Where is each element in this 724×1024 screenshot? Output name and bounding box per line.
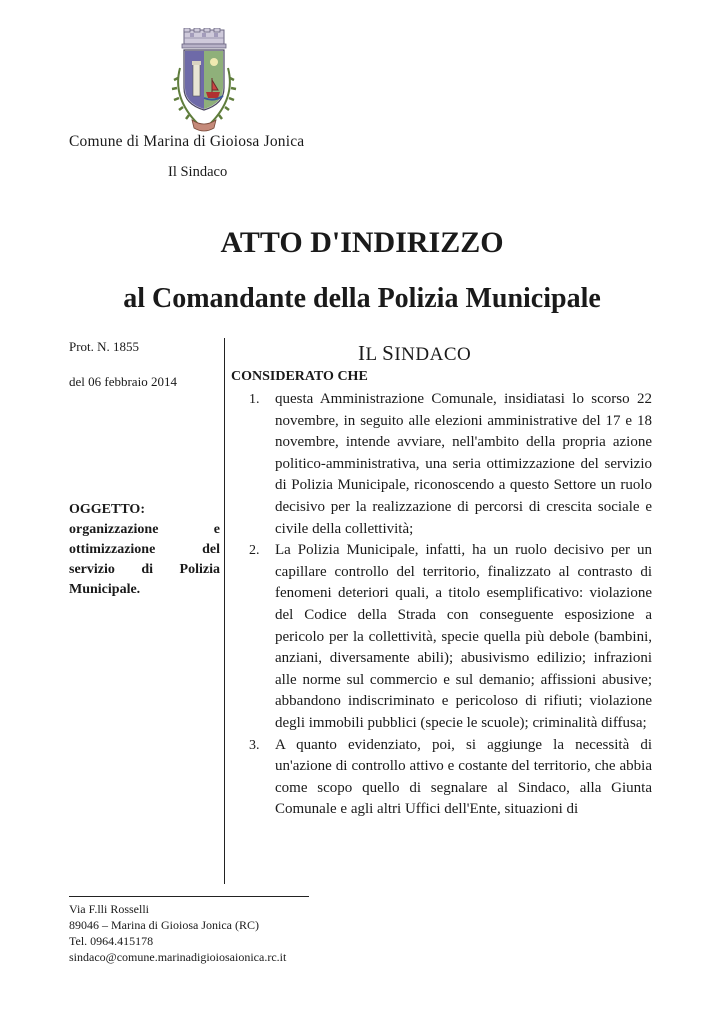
footer-address: Via F.lli Rosselli — [69, 902, 149, 916]
list-item-text: A quanto evidenziato, poi, si aggiunge la necessità di un'azione di controllo attivo e costante del territorio, che abbia come scopo quello di segnalare al Sindaco, alla Giunta Comunale e agli altri Uffici dell'Ente, situazioni di — [275, 736, 652, 818]
subject-block — [69, 500, 220, 600]
list-item-number: 3. — [249, 737, 260, 753]
column-divider — [224, 338, 225, 884]
footer-phone: Tel. 0964.415178 — [69, 934, 154, 948]
section-heading — [358, 341, 471, 366]
subject-label: OGGETTO: — [69, 502, 145, 517]
comune-name: Comune di Marina di Gioiosa Jonica — [69, 133, 305, 150]
ribbon-icon — [192, 120, 216, 131]
signatory-title: Il Sindaco — [168, 164, 228, 180]
heading-INDACO: INDACO — [394, 344, 472, 365]
list-item-text: La Polizia Municipale, infatti, ha un ruolo decisivo per un capillare controllo del territorio, finalizzato al contrasto di fenomeni deteriori quali, a titolo esemplificativo: violazione del Codice della Strada con conseguente esposizione a pericolo per la collettività, specie quella più debole (bambini, anziani, diversamente abili); abusivismo edilizio; infrazioni alle norme sul commercio e sul demanio; affissioni abusive; abbandono indiscriminato e pericoloso di rifiuti; violazione degli immobili pubblici (specie le scuole); criminalità diffusa; — [275, 542, 652, 731]
list-item-number: 1. — [249, 392, 260, 407]
list-item — [231, 389, 652, 540]
footer-divider — [69, 896, 309, 897]
shield-icon — [184, 50, 224, 110]
list-item — [231, 540, 652, 734]
document-title: ATTO D'INDIRIZZO — [220, 226, 504, 259]
document-subtitle: al Comandante della Polizia Municipale — [123, 283, 601, 314]
considerato-heading: CONSIDERATO CHE — [231, 369, 368, 384]
considerato-list — [231, 389, 652, 821]
subject-text: organizzazione e ottimizzazione del servizio di Polizia Municipale. — [69, 522, 220, 597]
heading-L: L — [365, 344, 383, 365]
heading-S: S — [382, 341, 395, 365]
municipal-coat-of-arms — [168, 28, 240, 136]
list-item-number: 2. — [249, 543, 260, 559]
list-item-text: questa Amministrazione Comunale, insidiatasi lo scorso 22 novembre, in seguito alle elezioni amministrative del 17 e 18 novembre, intende avviare, nell'ambito della propria azione politico-amministrativa, una seria ottimizzazione del servizio di Polizia Municipale, riconoscendo a questo Settore un ruolo decisivo per la realizzazione di percorsi di crescita sociale e civile della collettività; — [275, 391, 652, 537]
crown-icon — [182, 28, 226, 48]
document-date: del 06 febbraio 2014 — [69, 374, 177, 389]
protocol-number: Prot. N. 1855 — [69, 339, 140, 354]
list-item — [231, 735, 652, 821]
footer-email[interactable]: sindaco@comune.marinadigioiosaionica.rc.it — [69, 950, 287, 964]
heading-I: I — [358, 341, 366, 365]
footer-city: 89046 – Marina di Gioiosa Jonica (RC) — [69, 918, 259, 932]
footer-contact — [69, 901, 286, 965]
